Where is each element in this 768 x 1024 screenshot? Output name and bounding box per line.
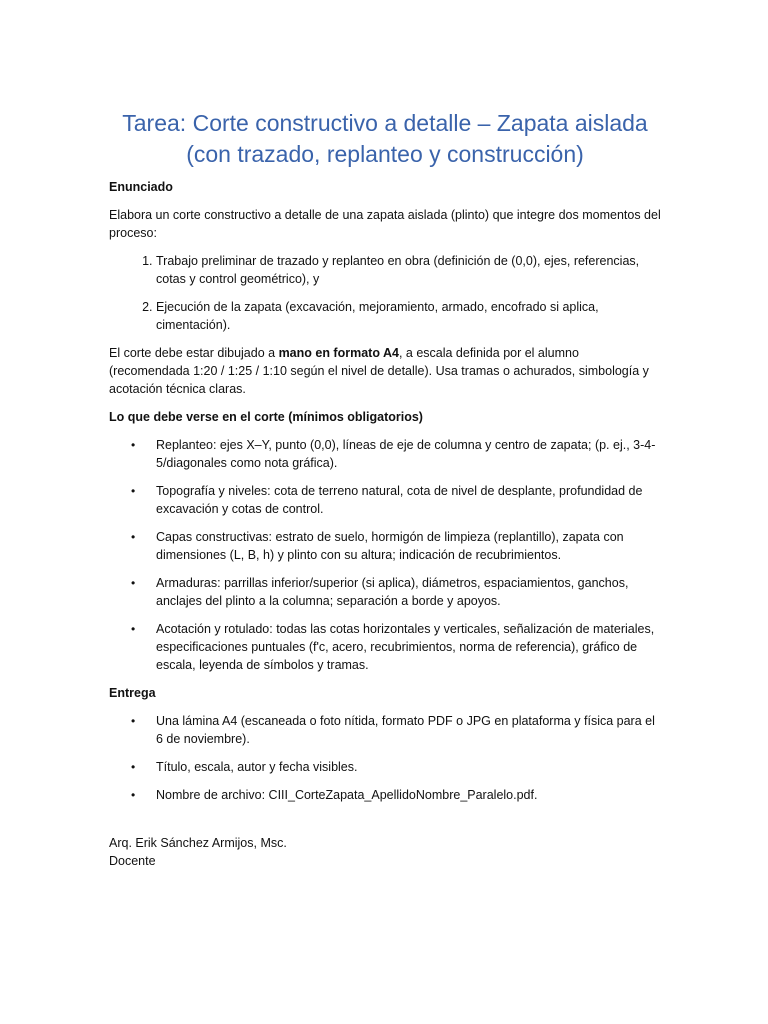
bullet-icon: • xyxy=(131,484,136,498)
enunciado-intro: Elabora un corte constructivo a detalle de una zapata aislada (plinto) que integre dos momentos del proceso: xyxy=(109,208,661,240)
bullet-icon: • xyxy=(131,530,136,544)
list-item-text: Acotación y rotulado: todas las cotas horizontales y verticales, señalización de materiales, especificaciones puntuales (f'c, acero, recubrimientos, norma de referencia), gráfico de escala, leyenda de símbolos y tramas. xyxy=(156,622,655,672)
title-line-2: (con trazado, replanteo y construcción) xyxy=(186,141,584,167)
list-item xyxy=(131,528,661,564)
list-item: 2. Ejecución de la zapata (excavación, mejoramiento, armado, encofrado si aplica, cimentación). xyxy=(156,298,661,334)
bullet-icon: • xyxy=(131,622,136,636)
list-item-text: Nombre de archivo: CIII_CorteZapata_ApellidoNombre_Paralelo.pdf. xyxy=(156,788,538,802)
list-item xyxy=(131,758,661,776)
list-item-text: Capas constructivas: estrato de suelo, hormigón de limpieza (replantillo), zapata con dimensiones (L, B, h) y plinto con su altura; indicación de recubrimientos. xyxy=(156,530,624,562)
bullet-icon: • xyxy=(131,438,136,452)
heading-minimos: Lo que debe verse en el corte (mínimos obligatorios) xyxy=(109,410,423,424)
signature-role: Docente xyxy=(109,854,156,868)
enunciado-paragraph xyxy=(109,344,661,398)
document-content xyxy=(109,108,661,870)
list-item-text: Replanteo: ejes X–Y, punto (0,0), líneas de eje de columna y centro de zapata; (p. ej., 3-4-5/diagonales como nota gráfica). xyxy=(156,438,656,470)
signature-block xyxy=(109,834,661,870)
entrega-list xyxy=(109,712,661,804)
bullet-icon: • xyxy=(131,788,136,802)
list-item xyxy=(131,482,661,518)
signature-name: Arq. Erik Sánchez Armijos, Msc. xyxy=(109,836,287,850)
list-item xyxy=(131,786,661,804)
document-title xyxy=(97,108,673,170)
list-item-text: Topografía y niveles: cota de terreno natural, cota de nivel de desplante, profundidad de excavación y cotas de control. xyxy=(156,484,643,516)
list-item xyxy=(131,436,661,472)
bullet-icon: • xyxy=(131,714,136,728)
list-item-text: Título, escala, autor y fecha visibles. xyxy=(156,760,358,774)
heading-entrega: Entrega xyxy=(109,686,156,700)
list-item xyxy=(131,620,661,674)
minimos-list xyxy=(109,436,661,674)
title-line-1: Tarea: Corte constructivo a detalle – Zapata aislada xyxy=(122,110,648,136)
paragraph-text: El corte debe estar dibujado a xyxy=(109,346,279,360)
paragraph-bold-text: mano en formato A4 xyxy=(278,346,399,360)
list-item-text: Una lámina A4 (escaneada o foto nítida, formato PDF o JPG en plataforma y física para el 6 de noviembre). xyxy=(156,714,655,746)
heading-enunciado: Enunciado xyxy=(109,180,173,194)
list-item-text: Armaduras: parrillas inferior/superior (si aplica), diámetros, espaciamientos, ganchos, anclajes del plinto a la columna; separación a borde y apoyos. xyxy=(156,576,629,608)
list-item xyxy=(131,574,661,610)
list-item: 1. Trabajo preliminar de trazado y replanteo en obra (definición de (0,0), ejes, referencias, cotas y control geométrico), y xyxy=(156,252,661,288)
enunciado-list xyxy=(109,252,661,334)
bullet-icon: • xyxy=(131,760,136,774)
bullet-icon: • xyxy=(131,576,136,590)
paragraph-text: , a escala definida por el alumno (recomendada 1:20 / 1:25 / 1:10 según el nivel de detalle). Usa tramas o achurados, simbología y acotación técnica claras. xyxy=(109,346,649,396)
list-item xyxy=(131,712,661,748)
